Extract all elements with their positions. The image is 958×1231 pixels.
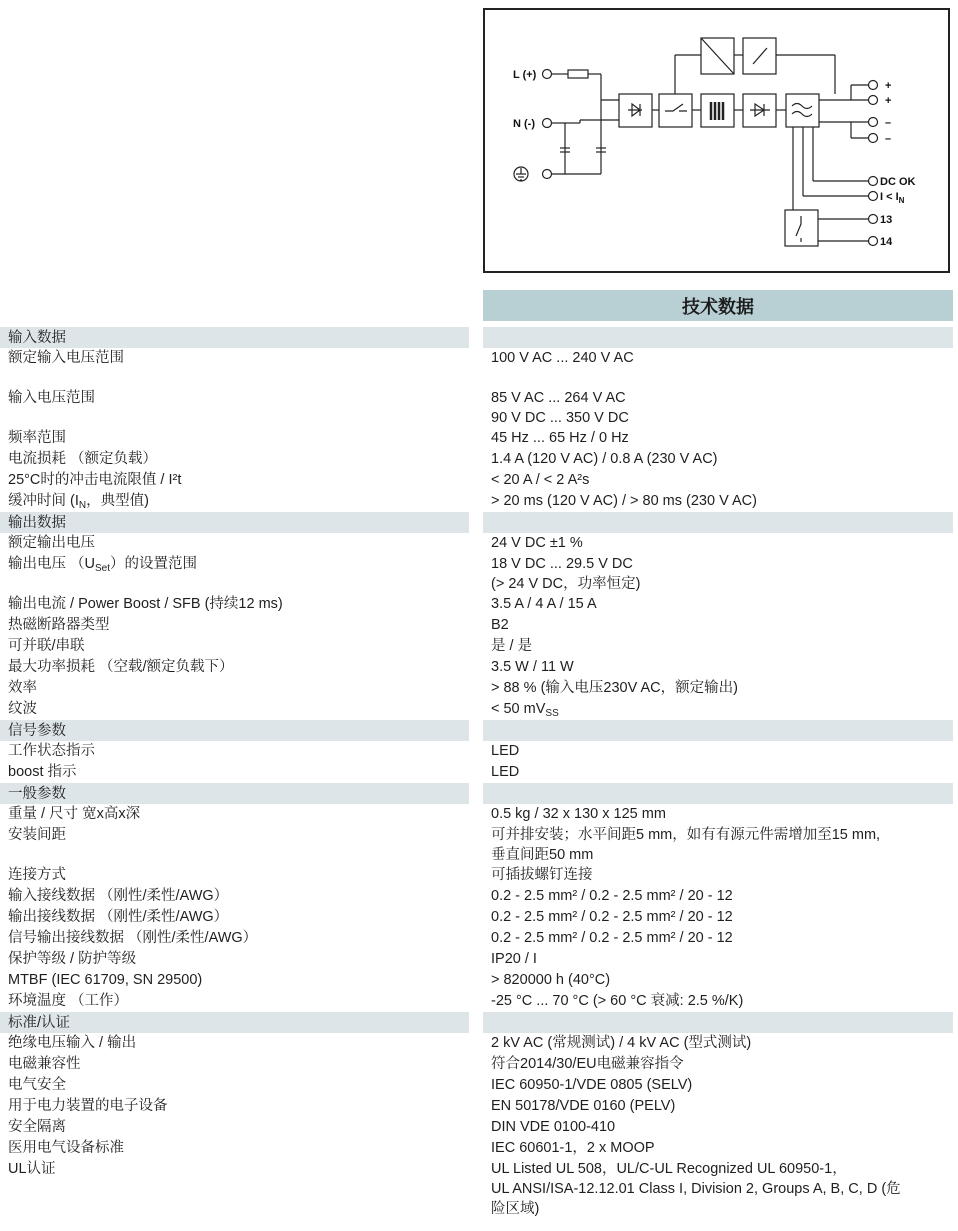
terminal-i-lt-in bbox=[869, 192, 878, 201]
table-row: 最大功率损耗 （空载/额定负载下） 3.5 W / 11 W bbox=[8, 659, 574, 675]
transformer-block bbox=[701, 94, 734, 127]
table-row: 输出接线数据 （刚性/柔性/AWG） 0.2 - 2.5 mm² / 0.2 - 2.5 mm² / 20 - 12 bbox=[8, 909, 733, 925]
label-l-plus: L (+) bbox=[513, 69, 537, 81]
table-row: 25°C时的冲击电流限值 / I²t < 20 A / < 2 A²s bbox=[8, 472, 590, 488]
table-row: 重量 / 尺寸 宽x高x深 0.5 kg / 32 x 130 x 125 mm bbox=[8, 806, 666, 822]
filter-block bbox=[786, 94, 819, 127]
label-out-plus-2: + bbox=[885, 95, 892, 107]
table-row: 电气安全 IEC 60950-1/VDE 0805 (SELV) bbox=[8, 1077, 693, 1093]
fuse-symbol bbox=[568, 70, 588, 78]
table-row: 医用电气设备标准 IEC 60601-1，2 x MOOP bbox=[8, 1140, 655, 1156]
terminal-out-minus-2 bbox=[869, 134, 878, 143]
section-header-standards: 标准/认证 bbox=[0, 1012, 958, 1033]
switching-block bbox=[659, 94, 692, 127]
table-row: 额定输出电压 24 V DC ±1 % bbox=[8, 535, 583, 551]
spec-table bbox=[0, 327, 958, 1219]
table-row: 环境温度 （工作） -25 °C ... 70 °C (> 60 °C 衰减: 2.5 %/K) bbox=[8, 993, 744, 1009]
table-row: 电磁兼容性 符合2014/30/EU电磁兼容指令 bbox=[8, 1056, 684, 1072]
table-row: 纹波 < 50 $mV_{SS}$ bbox=[8, 701, 559, 719]
label-i-lt-in: $I < I_N$ bbox=[880, 191, 905, 205]
label-14: 14 bbox=[880, 236, 893, 248]
table-row: 缓冲时间 ($I_N$，典型值) > 20 ms (120 V AC) / > 80 ms (230 V AC) bbox=[8, 493, 757, 511]
terminal-pe bbox=[543, 170, 552, 179]
table-row: 输出电流 / Power Boost / SFB (持续12 ms) 3.5 A / 4 A / 15 A bbox=[8, 596, 597, 612]
table-row: 输出电压 $(U_{Set})$的设置范围 18 V DC ... 29.5 V DC (> 24 V DC，功率恒定) bbox=[8, 556, 641, 592]
section-header-input: 输入数据 bbox=[0, 327, 958, 348]
table-row: 安装间距 可并排安装；水平间距5 mm，如有有源元件需增加至15 mm, 垂直间距50 mm bbox=[8, 827, 881, 863]
table-row: 频率范围 45 Hz ... 65 Hz / 0 Hz bbox=[8, 430, 629, 446]
table-row: MTBF (IEC 61709, SN 29500) > 820000 h (40°C) bbox=[8, 972, 611, 988]
table-row: 输入接线数据 （刚性/柔性/AWG） 0.2 - 2.5 mm² / 0.2 - 2.5 mm² / 20 - 12 bbox=[8, 888, 733, 904]
block-diagram-svg bbox=[485, 10, 952, 275]
terminal-out-plus-1 bbox=[869, 81, 878, 90]
block-diagram bbox=[483, 8, 950, 273]
terminal-dc-ok bbox=[869, 177, 878, 186]
label-out-plus-1: + bbox=[885, 80, 892, 92]
terminal-14 bbox=[869, 237, 878, 246]
table-row: 用于电力装置的电子设备 EN 50178/VDE 0160 (PELV) bbox=[8, 1098, 676, 1114]
section-header-output: 输出数据 bbox=[0, 512, 958, 533]
ground-icon bbox=[514, 167, 528, 181]
table-row: 信号输出接线数据 （刚性/柔性/AWG） 0.2 - 2.5 mm² / 0.2 - 2.5 mm² / 20 - 12 bbox=[8, 930, 733, 946]
section-title: 技术数据 bbox=[483, 290, 953, 321]
table-row: 工作状态指示 LED bbox=[8, 743, 520, 759]
terminal-out-plus-2 bbox=[869, 96, 878, 105]
table-row: UL认证 UL Listed UL 508，UL/C-UL Recognized UL 60950-1， UL ANSI/ISA-12.12.01 Class I, Division 2, Groups A, B, C, D (危 险区域) bbox=[8, 1161, 901, 1217]
table-row: 输入电压范围 85 V AC ... 264 V AC 90 V DC ... 350 V DC bbox=[8, 390, 629, 426]
table-row: 热磁断路器类型 B2 bbox=[8, 617, 509, 633]
terminal-l bbox=[543, 70, 552, 79]
label-out-minus-2: – bbox=[885, 133, 892, 145]
terminal-n bbox=[543, 119, 552, 128]
label-13: 13 bbox=[880, 214, 893, 226]
table-row: 绝缘电压输入 / 输出 2 kV AC (常规测试) / 4 kV AC (型式测试) bbox=[8, 1035, 752, 1051]
table-row: 电流损耗 （额定负载） 1.4 A (120 V AC) / 0.8 A (230 V AC) bbox=[8, 451, 718, 467]
table-row: 效率 > 88 % (输入电压230V AC，额定输出) bbox=[8, 680, 738, 696]
label-out-minus-1: – bbox=[885, 117, 892, 129]
table-row: 额定输入电压范围 100 V AC ... 240 V AC bbox=[8, 350, 634, 366]
table-row: boost 指示 LED bbox=[8, 764, 520, 780]
terminal-out-minus-1 bbox=[869, 118, 878, 127]
table-row: 保护等级 / 防护等级 IP20 / I bbox=[8, 951, 537, 967]
label-dc-ok: DC OK bbox=[880, 176, 916, 188]
label-n-minus: N (-) bbox=[513, 118, 535, 130]
terminal-13 bbox=[869, 215, 878, 224]
table-row: 安全隔离 DIN VDE 0100-410 bbox=[8, 1119, 616, 1135]
table-row: 连接方式 可插拔螺钉连接 bbox=[8, 867, 593, 883]
section-header-general: 一般参数 bbox=[0, 783, 958, 804]
section-header-signal: 信号参数 bbox=[0, 720, 958, 741]
table-row: 可并联/串联 是 / 是 bbox=[8, 638, 533, 654]
